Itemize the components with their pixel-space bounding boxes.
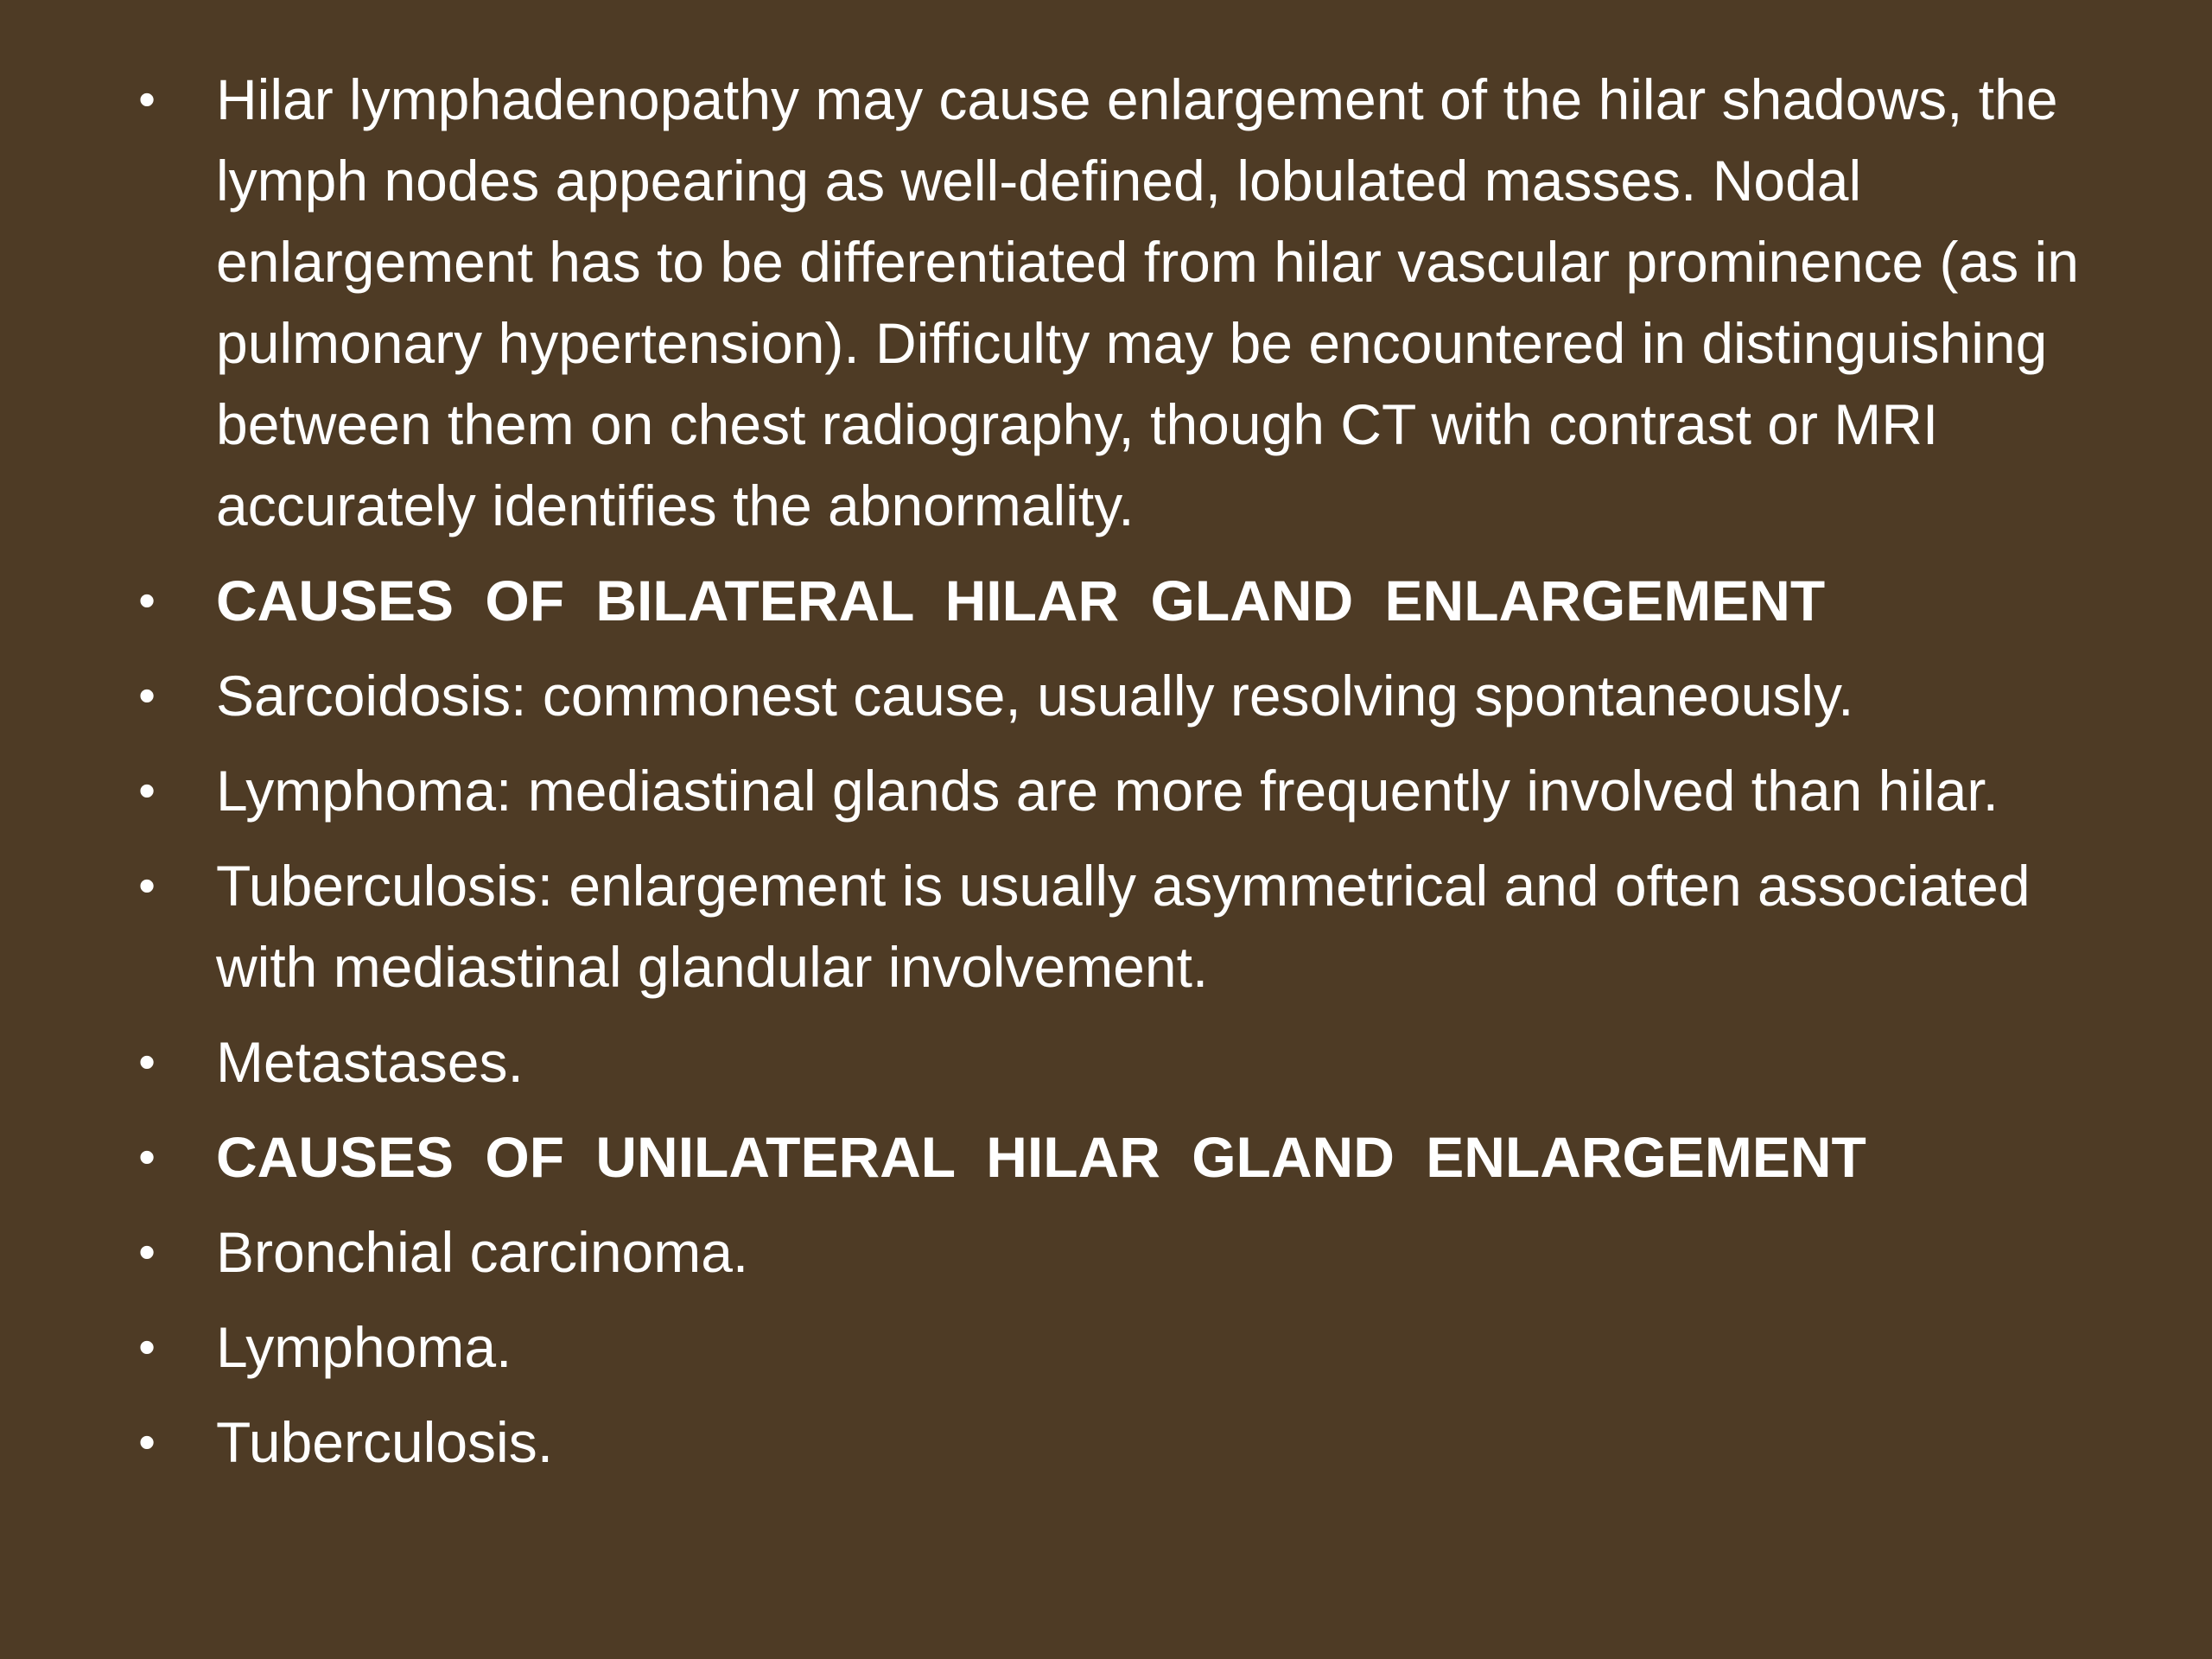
bullet-text: Hilar lymphadenopathy may cause enlargement of the hilar shadows, the lymph nodes appearing as well-defined, lobulated masses. Nodal enlargement has to be differentiated from hilar vascular prominence (as in pulmonary hypertension). Difficulty may be encountered in distinguishing between them on chest radiography, though CT with contrast or MRI accurately identifies the abnormality. [216,67,2079,537]
bullet-text: Sarcoidosis: commonest cause, usually resolving spontaneously. [216,664,1854,728]
bullet-text: Lymphoma: mediastinal glands are more frequently involved than hilar. [216,759,1999,823]
bullet-dot-icon: • [138,858,156,912]
bullet-dot-icon: • [138,1414,156,1469]
bullet-item-lymphoma-bilateral [130,750,2108,831]
bullet-item-tuberculosis-unilateral [130,1402,2108,1483]
bullet-dot-icon: • [138,573,156,627]
bullet-dot-icon: • [138,1034,156,1089]
bullet-dot-icon: • [138,1319,156,1374]
bullet-list [130,59,2108,1483]
bullet-item-lymphoma-unilateral [130,1306,2108,1388]
bullet-item-hilar-lymphadenopathy [130,59,2108,546]
bullet-dot-icon: • [138,763,156,817]
bullet-item-bronchial-carcinoma [130,1211,2108,1293]
bullet-text: Metastases. [216,1030,524,1094]
bullet-text: Lymphoma. [216,1315,512,1379]
bullet-dot-icon: • [138,72,156,126]
bullet-dot-icon: • [138,1224,156,1279]
bullet-item-sarcoidosis [130,655,2108,736]
bullet-item-tuberculosis-bilateral [130,845,2108,1007]
bullet-heading-text: CAUSES OF UNILATERAL HILAR GLAND ENLARGEMENT [216,1125,1866,1189]
bullet-item-metastases [130,1021,2108,1103]
bullet-text: Tuberculosis: enlargement is usually asymmetrical and often associated with mediastinal glandular involvement. [216,854,2031,999]
bullet-text: Bronchial carcinoma. [216,1220,749,1284]
bullet-text: Tuberculosis. [216,1410,554,1474]
bullet-dot-icon: • [138,1129,156,1184]
bullet-heading-text: CAUSES OF BILATERAL HILAR GLAND ENLARGEMENT [216,569,1826,632]
bullet-dot-icon: • [138,668,156,722]
bullet-heading-bilateral [130,560,2108,641]
bullet-heading-unilateral [130,1116,2108,1198]
